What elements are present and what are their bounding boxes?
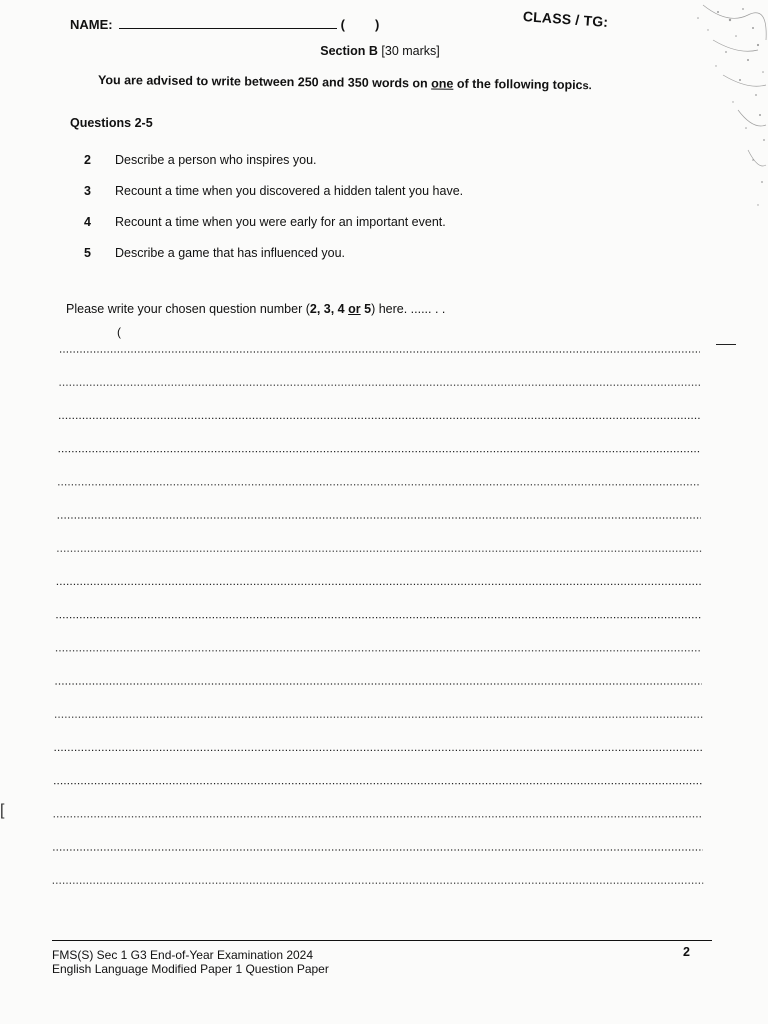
choose-numbers: 2, 3, 4 <box>309 302 349 316</box>
footer-rule <box>52 940 712 941</box>
section-title <box>0 44 760 58</box>
questions-heading: Questions 2-5 <box>70 116 153 130</box>
question-item <box>84 184 584 215</box>
name-blank-line <box>119 16 337 29</box>
question-list <box>84 153 584 277</box>
question-number: 2 <box>84 153 91 167</box>
choose-text-after: ) here. ...... . . <box>371 302 446 316</box>
chosen-question-prompt <box>66 302 445 316</box>
question-text: Describe a person who inspires you. <box>115 153 317 167</box>
advice-underlined-word: one <box>431 76 454 91</box>
section-marks: [30 marks] <box>381 44 440 58</box>
word-count-advice <box>98 73 592 92</box>
register-number-close-paren: ) <box>374 17 380 32</box>
name-row <box>70 16 379 32</box>
margin-dash-mark <box>716 344 736 345</box>
page-number: 2 <box>683 945 690 959</box>
question-number: 5 <box>84 246 91 260</box>
class-label: CLASS / TG: <box>522 8 609 30</box>
margin-bracket-mark: [ <box>0 802 5 819</box>
name-label: NAME: <box>70 17 113 32</box>
question-number: 3 <box>84 184 91 198</box>
question-item <box>84 215 584 246</box>
scan-smudge-texture <box>598 0 768 220</box>
question-number: 4 <box>84 215 91 229</box>
footer-exam-title: FMS(S) Sec 1 G3 End-of-Year Examination 2024 <box>52 948 314 962</box>
footer-paper-title: English Language Modified Paper 1 Question Paper <box>52 962 329 976</box>
question-text: Recount a time when you discovered a hidden talent you have. <box>115 184 464 198</box>
register-number-open-paren: ( <box>340 17 345 32</box>
question-text: Describe a game that has influenced you. <box>115 246 345 260</box>
choose-five: 5 <box>360 302 372 316</box>
question-text: Recount a time when you were early for an important event. <box>115 215 446 229</box>
advice-text-tail: s. <box>582 80 592 93</box>
handwritten-mark: ( <box>117 325 121 339</box>
advice-text-after: of the following topic <box>453 76 583 93</box>
advice-text-before: You are advised to write between 250 and 350 words on <box>97 73 432 91</box>
section-name: Section B <box>320 44 378 58</box>
choose-text-before: Please write your chosen question number ( <box>66 302 310 316</box>
choose-or: or <box>348 302 361 316</box>
question-item <box>84 246 584 277</box>
question-item <box>84 153 584 184</box>
